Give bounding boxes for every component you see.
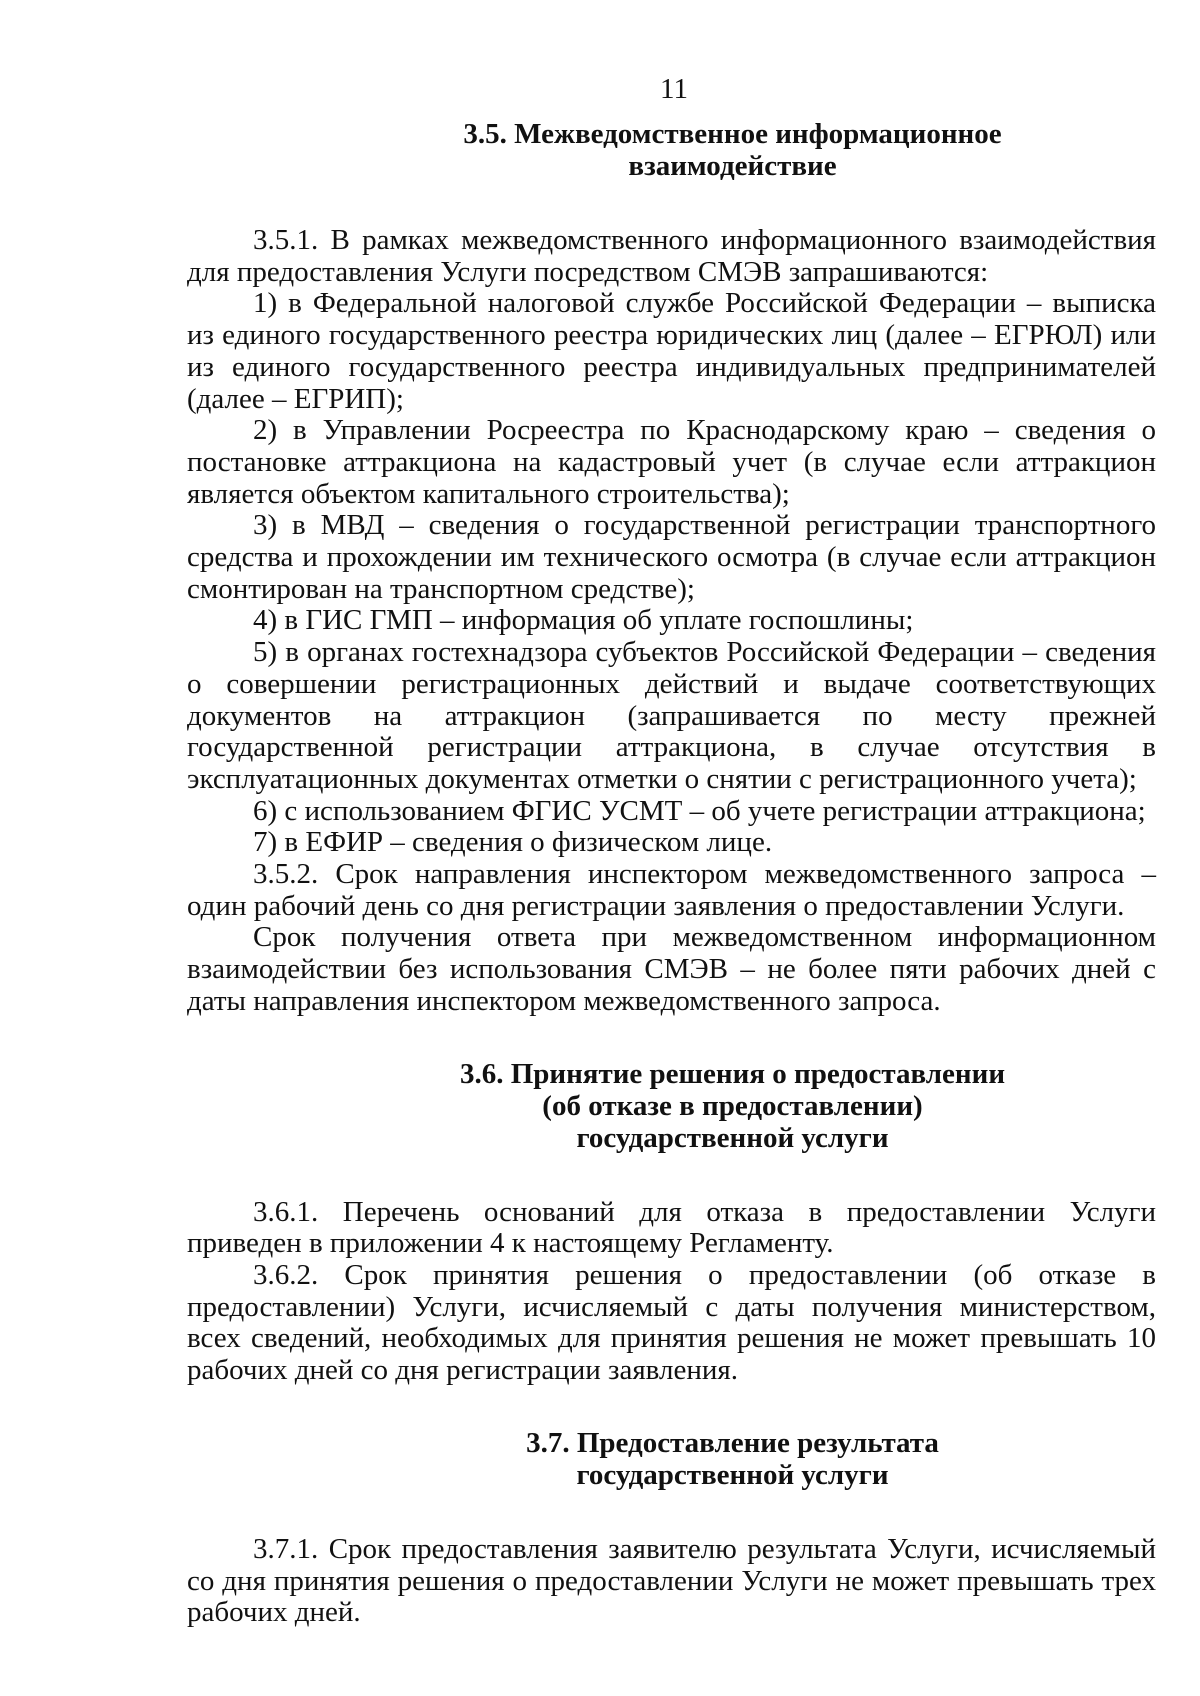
heading-line: 3.7. Предоставление результата: [526, 1426, 939, 1459]
document-body: [187, 118, 1156, 1629]
paragraph: Срок получения ответа при межведомственном информационном взаимодействии без использования СМЭВ – не более пяти рабочих дней с даты направления инспектором межведомственного запроса.: [187, 921, 1156, 1017]
paragraph: 3.7.1. Срок предоставления заявителю результата Услуги, исчисляемый со дня принятия решения о предоставлении Услуги не может превышать трех рабочих дней.: [187, 1532, 1156, 1629]
paragraph: 3) в МВД – сведения о государственной регистрации транспортного средства и прохождении им технического осмотра (в случае если аттракцион смонтирован на транспортном средстве);: [187, 509, 1156, 605]
heading-line: 3.6. Принятие решения о предоставлении: [459, 1057, 1006, 1090]
section-heading-3-5: [187, 118, 1156, 182]
page-number: 11: [660, 73, 688, 105]
section-heading-3-7: [187, 1427, 1156, 1491]
paragraph: 7) в ЕФИР – сведения о физическом лице.: [253, 826, 773, 859]
paragraph: 6) с использованием ФГИС УСМТ – об учете регистрации аттракциона;: [253, 794, 1146, 827]
paragraph: 3.6.2. Срок принятия решения о предоставлении (об отказе в предоставлении) Услуги, исчисляемый с даты получения министерством, всех сведений, необходимых для принятия решения не может превышать 10 рабочих дней со дня регистрации заявления.: [187, 1258, 1156, 1387]
paragraph: 3.5.2. Срок направления инспектором межведомственного запроса – один рабочий день со дня регистрации заявления о предоставлении Услуги.: [187, 858, 1156, 922]
paragraph: 2) в Управлении Росреестра по Краснодарскому краю – сведения о постановке аттракциона на кадастровый учет (в случае если аттракцион является объектом капитального строительства);: [187, 414, 1156, 510]
paragraph: 1) в Федеральной налоговой службе Российской Федерации – выписка из единого государственного реестра юридических лиц (далее – ЕГРЮЛ) или из единого государственного реестра индивидуальных предпринимателей (далее – ЕГРИП);: [187, 287, 1156, 415]
paragraph: 3.6.1. Перечень оснований для отказа в предоставлении Услуги приведен в приложении 4 к настоящему Регламенту.: [187, 1195, 1156, 1260]
heading-line: государственной услуги: [576, 1458, 889, 1491]
paragraph: 4) в ГИС ГМП – информация об уплате госпошлины;: [253, 604, 914, 637]
heading-line: взаимодействие: [628, 150, 837, 182]
paragraph: 5) в органах гостехнадзора субъектов Российской Федерации – сведения о совершении регистрационных действий и выдаче соответствующих документов на аттракцион (запрашивается по месту прежней государственной регистрации аттракциона, в случае отсутствия в эксплуатационных документах отметки о снятии с регистрационного учета);: [187, 636, 1156, 795]
heading-line: 3.5. Межведомственное информационное: [463, 118, 1002, 150]
paragraph: 3.5.1. В рамках межведомственного информационного взаимодействия для предоставления Услуги посредством СМЭВ запрашиваются:: [187, 224, 1156, 288]
section-heading-3-6: [187, 1058, 1156, 1154]
heading-line: государственной услуги: [576, 1121, 889, 1154]
heading-line: (об отказе в предоставлении): [542, 1089, 923, 1122]
